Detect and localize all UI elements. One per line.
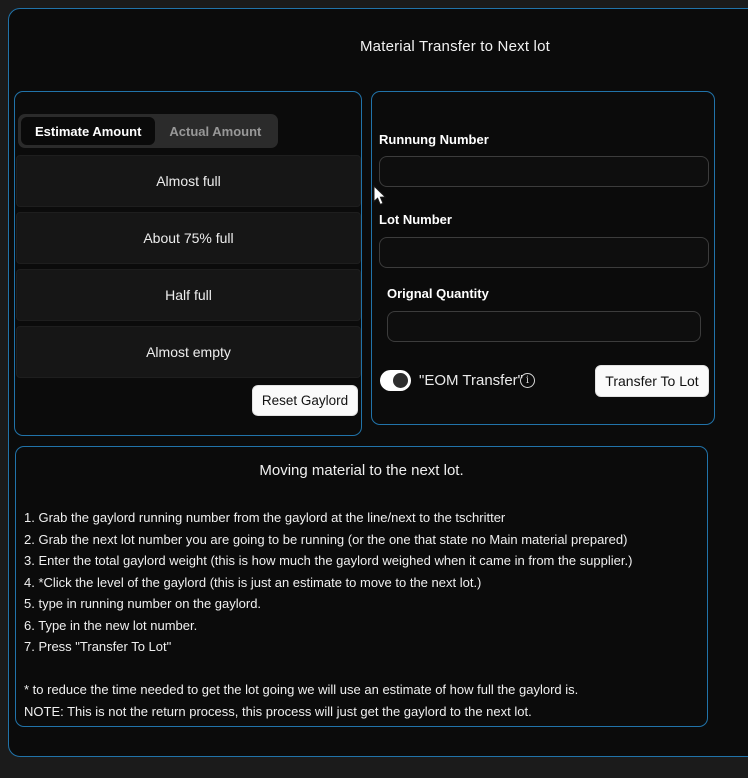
- instruction-footnote: * to reduce the time needed to get the lot going we will use an estimate of how full the gaylord is.: [24, 682, 579, 697]
- lot-number-input[interactable]: [379, 237, 709, 268]
- info-icon[interactable]: i: [520, 373, 535, 388]
- transfer-form-panel: [371, 91, 715, 425]
- tab-actual-amount[interactable]: Actual Amount: [169, 123, 262, 139]
- instruction-step: 4. *Click the level of the gaylord (this is just an estimate to move to the next lot.): [24, 574, 482, 590]
- spacer: [24, 658, 704, 680]
- running-number-label: Runnung Number: [379, 132, 489, 147]
- level-button-almost-full[interactable]: Almost full: [16, 155, 361, 207]
- tab-estimate-amount[interactable]: Estimate Amount: [21, 117, 155, 145]
- instruction-step: 2. Grab the next lot number you are going to be running (or the one that state no Main material prepared): [24, 531, 628, 547]
- eom-transfer-label: "EOM Transfer": [419, 372, 524, 389]
- lot-number-label: Lot Number: [379, 212, 452, 227]
- instruction-footnote: NOTE: This is not the return process, this process will just get the gaylord to the next lot.: [24, 703, 532, 719]
- amount-tab-bar: [18, 114, 278, 148]
- reset-gaylord-button[interactable]: Reset Gaylord: [252, 385, 358, 416]
- running-number-input[interactable]: [379, 156, 709, 187]
- toggle-knob: [393, 373, 408, 388]
- instructions-panel: [15, 446, 708, 727]
- instructions-heading: Moving material to the next lot.: [259, 462, 464, 479]
- instruction-step: 5. type in running number on the gaylord.: [24, 596, 262, 611]
- level-button-half-full[interactable]: Half full: [16, 269, 361, 321]
- estimate-panel: [14, 91, 362, 436]
- eom-transfer-toggle[interactable]: [380, 370, 411, 391]
- mouse-cursor-icon: [373, 185, 387, 206]
- instruction-step: 1. Grab the gaylord running number from the gaylord at the line/next to the tschritter: [24, 510, 506, 525]
- material-transfer-window: [8, 8, 748, 757]
- original-quantity-label: Orignal Quantity: [387, 286, 489, 301]
- instruction-step: 3. Enter the total gaylord weight (this is how much the gaylord weighed when it came in from the supplier.): [24, 553, 633, 568]
- original-quantity-input[interactable]: [387, 311, 701, 342]
- page-title: Material Transfer to Next lot: [359, 38, 551, 55]
- instruction-step: 6. Type in the new lot number.: [24, 617, 198, 633]
- transfer-to-lot-button[interactable]: Transfer To Lot: [595, 365, 709, 397]
- level-button-almost-empty[interactable]: Almost empty: [16, 326, 361, 378]
- instruction-step: 7. Press "Transfer To Lot": [24, 639, 172, 654]
- instructions-steps: [24, 507, 704, 722]
- level-button-75-full[interactable]: About 75% full: [16, 212, 361, 264]
